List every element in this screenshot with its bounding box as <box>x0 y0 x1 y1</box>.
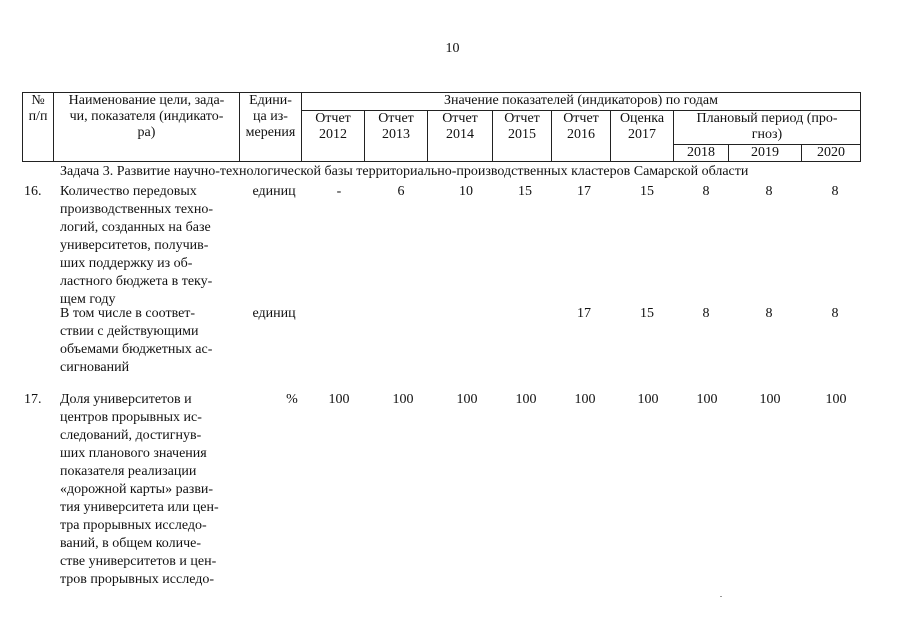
value-2016: 17 <box>577 184 591 199</box>
column-header-year: Отчет 2015 <box>493 111 552 162</box>
column-header-name: Наименование цели, зада- чи, показателя (индикато- ра) <box>54 93 240 162</box>
value-2017: 15 <box>640 306 654 321</box>
value-2019: 100 <box>759 392 781 407</box>
indicator-unit: % <box>286 392 298 407</box>
value-2012: - <box>336 184 342 199</box>
column-header-year: Отчет 2014 <box>428 111 493 162</box>
indicator-unit: единиц <box>252 184 296 199</box>
page-number: 10 <box>445 41 460 56</box>
column-header-plan-period: Плановый период (про- гноз) <box>674 111 861 145</box>
column-header-year: Оценка 2017 <box>611 111 674 162</box>
value-2014: 10 <box>459 184 473 199</box>
value-2013: 6 <box>397 184 405 199</box>
value-2016: 17 <box>577 306 591 321</box>
value-2020: 8 <box>831 184 839 199</box>
scan-speck <box>720 596 722 597</box>
value-2017: 15 <box>640 184 654 199</box>
indicator-name: В том числе в соответ- ствии с действующими объемами бюджетных ас- сигнований <box>60 306 213 375</box>
value-2017: 100 <box>637 392 659 407</box>
row-number: 16. <box>24 184 42 199</box>
value-2012: 100 <box>328 392 350 407</box>
indicator-name: Количество передовых производственных техно- логий, созданных на базе университетов, получив- ших поддержку из об- ластного бюджета в теку- щем году <box>60 184 214 307</box>
row-number: 17. <box>24 392 42 407</box>
indicator-unit: единиц <box>252 306 296 321</box>
value-2018: 8 <box>702 184 710 199</box>
value-2014: 100 <box>456 392 478 407</box>
value-2019: 8 <box>765 306 773 321</box>
value-2016: 100 <box>574 392 596 407</box>
value-2018: 8 <box>702 306 710 321</box>
column-header-year: Отчет 2016 <box>552 111 611 162</box>
value-2013: 100 <box>392 392 414 407</box>
value-2015: 100 <box>515 392 537 407</box>
column-header-values: Значение показателей (индикаторов) по годам <box>302 93 861 111</box>
indicator-name: Доля университетов и центров прорывных ис- следований, достигнув- ших планового значения показателя реализации «дорожной карты» разви- тия университета или цен- тра прорывных исследо- ваний, в общем количе- стве университетов и цен- тров прорывных исследо- <box>60 392 219 587</box>
column-header-number: № п/п <box>23 93 54 162</box>
value-2019: 8 <box>765 184 773 199</box>
column-header-year: Отчет 2013 <box>365 111 428 162</box>
task-title: Задача 3. Развитие научно-технологической базы территориально-производственных кластеров Самарской области <box>60 164 749 179</box>
column-header-plan-year: 2018 <box>674 145 729 162</box>
value-2020: 100 <box>825 392 847 407</box>
column-header-plan-year: 2020 <box>802 145 861 162</box>
column-header-unit: Едини- ца из- мерения <box>240 93 302 162</box>
column-header-year: Отчет 2012 <box>302 111 365 162</box>
value-2020: 8 <box>831 306 839 321</box>
value-2015: 15 <box>518 184 532 199</box>
column-header-plan-year: 2019 <box>729 145 802 162</box>
indicator-table-header <box>22 92 861 162</box>
value-2018: 100 <box>696 392 718 407</box>
